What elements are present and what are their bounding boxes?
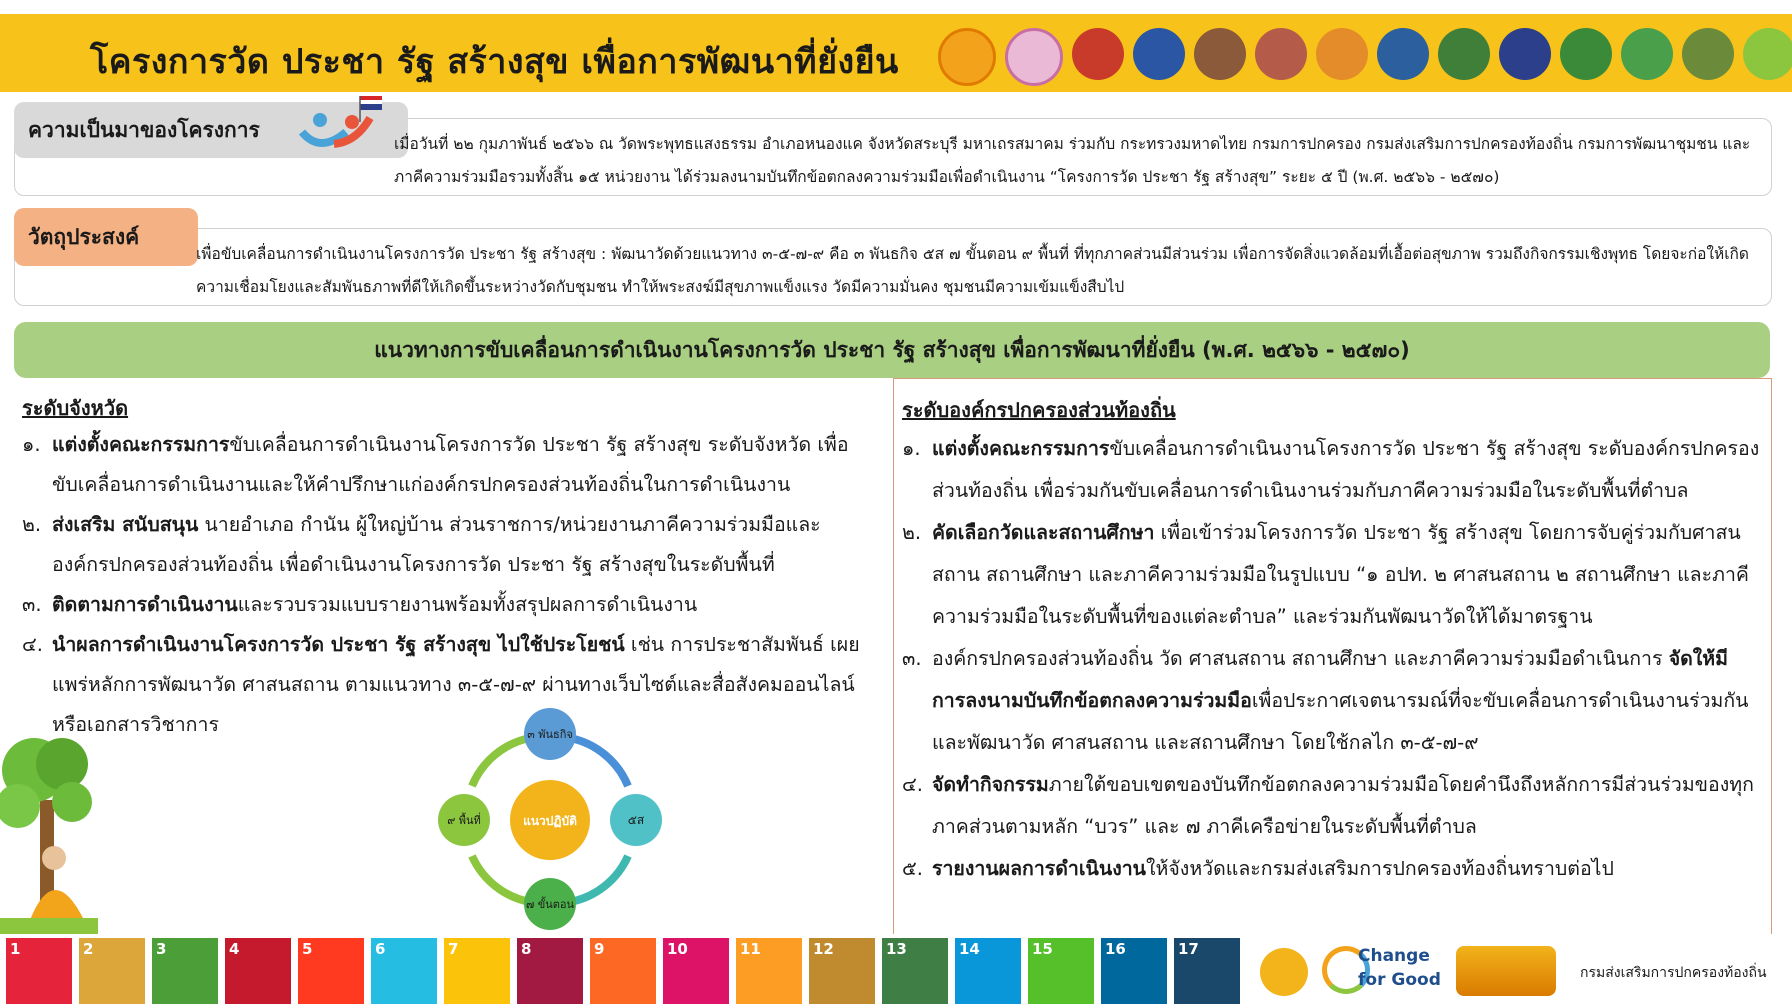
local-item [902, 764, 1760, 848]
local-list [902, 428, 1760, 890]
item-text: เช่น การประชาสัมพันธ์ เผยแพร่หลักการพัฒนาวัด ศาสนสถาน ตามแนวทาง ๓-๕-๗-๙ ผ่านทางเว็บไซต์และสื่อสังคมออนไลน์หรือเอกสารวิชาการ [52, 633, 860, 736]
sdg-number: 17 [1178, 940, 1199, 958]
province-item [22, 585, 874, 625]
objective-tab [14, 208, 198, 266]
item-number: ๓. [902, 647, 922, 670]
local-item [902, 512, 1760, 638]
provincial-admin-logo [1377, 28, 1429, 80]
item-text: ให้จังหวัดและกรมส่งเสริมการปกครองท้องถิ่นทราบต่อไป [1146, 857, 1614, 880]
sdg-goal-5-icon [298, 938, 364, 1004]
sdg-number: 11 [740, 940, 761, 958]
item-bold: แต่งตั้งคณะกรรมการ [52, 433, 230, 456]
sdg-goal-9-icon [590, 938, 656, 1004]
item-bold: คัดเลือกวัดและสถานศึกษา [932, 521, 1155, 544]
province-heading: ระดับจังหวัด [22, 396, 129, 420]
item-text: นายอำเภอ กำนัน ผู้ใหญ่บ้าน ส่วนราชการ/หน่วยงานภาคีความร่วมมือและองค์กรปกครองส่วนท้องถิ่น เพื่อดำเนินงานโครงการวัด ประชา รัฐ สร้างสุขในระดับพื้นที่ [52, 513, 821, 576]
item-number: ๔. [902, 773, 923, 796]
partner-logos [938, 28, 1792, 86]
item-bold: จัดทำกิจกรรม [932, 773, 1049, 796]
item-text: เพื่อเข้าร่วมโครงการวัด ประชา รัฐ สร้างสุข โดยการจับคู่ร่วมกับศาสนสถาน สถานศึกษา และภาคีความร่วมมือในรูปแบบ “๑ อปท. ๒ ศาสนสถาน ๒ สถานศึกษา และภาคีความร่วมมือในระดับพื้นที่ของแต่ละตำบล” และร่วมกันพัฒนาวัดให้ได้มาตรฐาน [932, 521, 1749, 628]
dharma-wheel-logo [938, 28, 996, 86]
local-admin-logo [1438, 28, 1490, 80]
sdg-number: 13 [886, 940, 907, 958]
cooperation-icon [290, 92, 406, 158]
sdg-number: 15 [1032, 940, 1053, 958]
sdg-number: 9 [594, 940, 605, 958]
sdg-number: 14 [959, 940, 980, 958]
sdg-number: 5 [302, 940, 313, 958]
item-number: ๑. [22, 433, 41, 456]
sdg-goal-15-icon [1028, 938, 1094, 1004]
header-banner [0, 14, 1792, 92]
item-bold: ติดตามการดำเนินงาน [52, 593, 238, 616]
local-heading: ระดับองค์กรปกครองส่วนท้องถิ่น [902, 398, 1176, 422]
sdg-goal-10-icon [663, 938, 729, 1004]
province-item [22, 425, 874, 505]
community-dev-logo [1499, 28, 1551, 80]
sdg-number: 2 [83, 940, 94, 958]
sdg-number: 8 [521, 940, 532, 958]
background-text: เมื่อวันที่ ๒๒ กุมภาพันธ์ ๒๕๖๖ ณ วัดพระพุทธแสงธรรม อำเภอหนองแค จังหวัดสระบุรี มหาเถรสมาคม ร่วมกับ กระทรวงมหาดไทย กรมการปกครอง กรมส่งเสริมการปกครองท้องถิ่น กรมการพัฒนาชุมชน และภาคีความร่วมมือรวมทั้งสิ้น ๑๕ หน่วยงาน ได้ร่วมลงนามบันทึกข้อตกลงความร่วมมือเพื่อดำเนินงาน “โครงการวัด ประชา รัฐ สร้างสุข” ระยะ ๕ ปี (พ.ศ. ๒๕๖๖ - ๒๕๗๐) [394, 135, 1751, 186]
guideline-title: แนวทางการขับเคลื่อนการดำเนินงานโครงการวัด ประชา รัฐ สร้างสุข เพื่อการพัฒนาที่ยั่งยืน (พ.ศ. ๒๕๖๖ - ๒๕๗๐) [374, 337, 1410, 362]
change-text: Change [1358, 946, 1430, 966]
sdg-goal-7-icon [444, 938, 510, 1004]
item-text: ขับเคลื่อนการดำเนินงานโครงการวัด ประชา รัฐ สร้างสุข ระดับจังหวัด เพื่อขับเคลื่อนการดำเนินงานและให้คำปรึกษาแก่องค์กรปกครองส่วนท้องถิ่นในการดำเนินงาน [52, 433, 849, 496]
sdg-goal-6-icon [371, 938, 437, 1004]
cycle-left: ๙ พื้นที่ [447, 814, 481, 827]
sdg-number: 16 [1105, 940, 1126, 958]
guideline-title-bar [14, 322, 1770, 378]
sdg-goal-1-icon [6, 938, 72, 1004]
sdg-goal-3-icon [152, 938, 218, 1004]
page-title: โครงการวัด ประชา รัฐ สร้างสุข เพื่อการพัฒนาที่ยั่งยืน [90, 42, 899, 82]
sdg-goal-2-icon [79, 938, 145, 1004]
item-text: เพื่อประกาศเจตนารมณ์ที่จะขับเคลื่อนการดำเนินงานร่วมกันและพัฒนาวัด ศาสนสถาน และสถานศึกษา โดยใช้กลไก ๓-๕-๗-๙ [932, 689, 1749, 754]
sdg-number: 7 [448, 940, 459, 958]
sdg-footer [0, 934, 1792, 1008]
ministry-interior-logo [1133, 28, 1185, 80]
objective-tab-label: วัตถุประสงค์ [28, 224, 140, 249]
culture-logo [1682, 28, 1734, 80]
background-tab-label: ความเป็นมาของโครงการ [28, 117, 260, 142]
sdg-goal-11-icon [736, 938, 802, 1004]
item-bold: แต่งตั้งคณะกรรมการ [932, 437, 1110, 460]
sdg-goal-13-icon [882, 938, 948, 1004]
item-number: ๓. [22, 593, 42, 616]
sdg-number: 10 [667, 940, 688, 958]
health-logo [1560, 28, 1612, 80]
sdg-goal-8-icon [517, 938, 583, 1004]
sdg-goal-16-icon [1101, 938, 1167, 1004]
item-bold: รายงานผลการดำเนินงาน [932, 857, 1146, 880]
religious-affairs-logo [1255, 28, 1307, 80]
item-text: ขับเคลื่อนการดำเนินงานโครงการวัด ประชา รัฐ สร้างสุข ระดับองค์กรปกครองส่วนท้องถิ่น เพื่อร่วมกันขับเคลื่อนการดำเนินงานร่วมกับภาคีความร่วมมือในระดับพื้นที่ตำบล [932, 437, 1760, 502]
item-number: ๒. [902, 521, 922, 544]
local-item [902, 638, 1760, 764]
item-number: ๒. [22, 513, 42, 536]
sdg-number: 3 [156, 940, 167, 958]
item-text: ภายใต้ขอบเขตของบันทึกข้อตกลงความร่วมมือโดยคำนึงถึงหลักการมีส่วนร่วมของทุกภาคส่วนตามหลัก “บวร” และ ๗ ภาคีเครือข่ายในระดับพื้นที่ตำบล [932, 773, 1754, 838]
sdg-number: 6 [375, 940, 386, 958]
temple-logo [1194, 28, 1246, 80]
cycle-diagram [430, 706, 670, 934]
province-item [22, 505, 874, 585]
department-name: กรมส่งเสริมการปกครองท้องถิ่น [1580, 965, 1767, 981]
thaihealth-logo [1743, 28, 1792, 80]
sdg-goal-17-icon [1174, 938, 1240, 1004]
item-pre: องค์กรปกครองส่วนท้องถิ่น วัด ศาสนสถาน สถานศึกษา และภาคีความร่วมมือดำเนินการ [932, 647, 1669, 670]
sdg-number: 4 [229, 940, 240, 958]
cycle-right: ๕ส [627, 813, 645, 827]
cycle-top: ๓ พันธกิจ [527, 728, 573, 741]
seal-logo [1005, 28, 1063, 86]
sdg-number: 1 [10, 940, 21, 958]
local-item [902, 428, 1760, 512]
sdg-goal-4-icon [225, 938, 291, 1004]
item-bold: นำผลการดำเนินงานโครงการวัด ประชา รัฐ สร้างสุข ไปใช้ประโยชน์ [52, 633, 625, 656]
province-list [22, 425, 874, 745]
governance-logo [1456, 946, 1556, 996]
item-text: และรวบรวมแบบรายงานพร้อมทั้งสรุปผลการดำเนินงาน [237, 593, 698, 616]
item-bold: ส่งเสริม สนับสนุน [52, 513, 199, 536]
buddhism-office-logo [1316, 28, 1368, 80]
sdg-goal-14-icon [955, 938, 1021, 1004]
item-number: ๕. [902, 857, 923, 880]
sdg-goal-12-icon [809, 938, 875, 1004]
cycle-center: แนวปฏิบัติ [523, 814, 577, 828]
item-bold: จัดให้มีการลงนามบันทึกข้อตกลงความร่วมมือ [932, 647, 1729, 712]
health-dept-logo [1621, 28, 1673, 80]
sdg-number: 12 [813, 940, 834, 958]
objective-text: เพื่อขับเคลื่อนการดำเนินงานโครงการวัด ประชา รัฐ สร้างสุข : พัฒนาวัดด้วยแนวทาง ๓-๕-๗-๙ คือ ๓ พันธกิจ ๕ส ๗ ขั้นตอน ๙ พื้นที่ ที่ทุกภาคส่วนมีส่วนร่วม เพื่อการจัดสิ่งแวดล้อมที่เอื้อต่อสุขภาพ รวมถึงกิจกรรมเชิงพุทธ โดยจะก่อให้เกิดความเชื่อมโยงและสัมพันธภาพที่ดีให้เกิดขึ้นระหว่างวัดกับชุมชน ทำให้พระสงฆ์มีสุขภาพแข็งแรง วัดมีความมั่นคง ชุมชนมีความเข้มแข็งสืบไป [196, 245, 1749, 296]
cycle-bottom: ๗ ขั้นตอน [525, 898, 575, 911]
local-item [902, 848, 1760, 890]
for-good-text: for Good [1358, 970, 1441, 990]
objective-text-wrap [196, 238, 1760, 304]
monk-tree-illustration [0, 730, 98, 934]
crest-logo [1072, 28, 1124, 80]
anniversary-logo [1260, 948, 1308, 996]
background-text-line1 [394, 128, 1760, 194]
item-number: ๔. [22, 633, 43, 656]
change-for-good-logo [1322, 942, 1442, 1000]
item-number: ๑. [902, 437, 921, 460]
